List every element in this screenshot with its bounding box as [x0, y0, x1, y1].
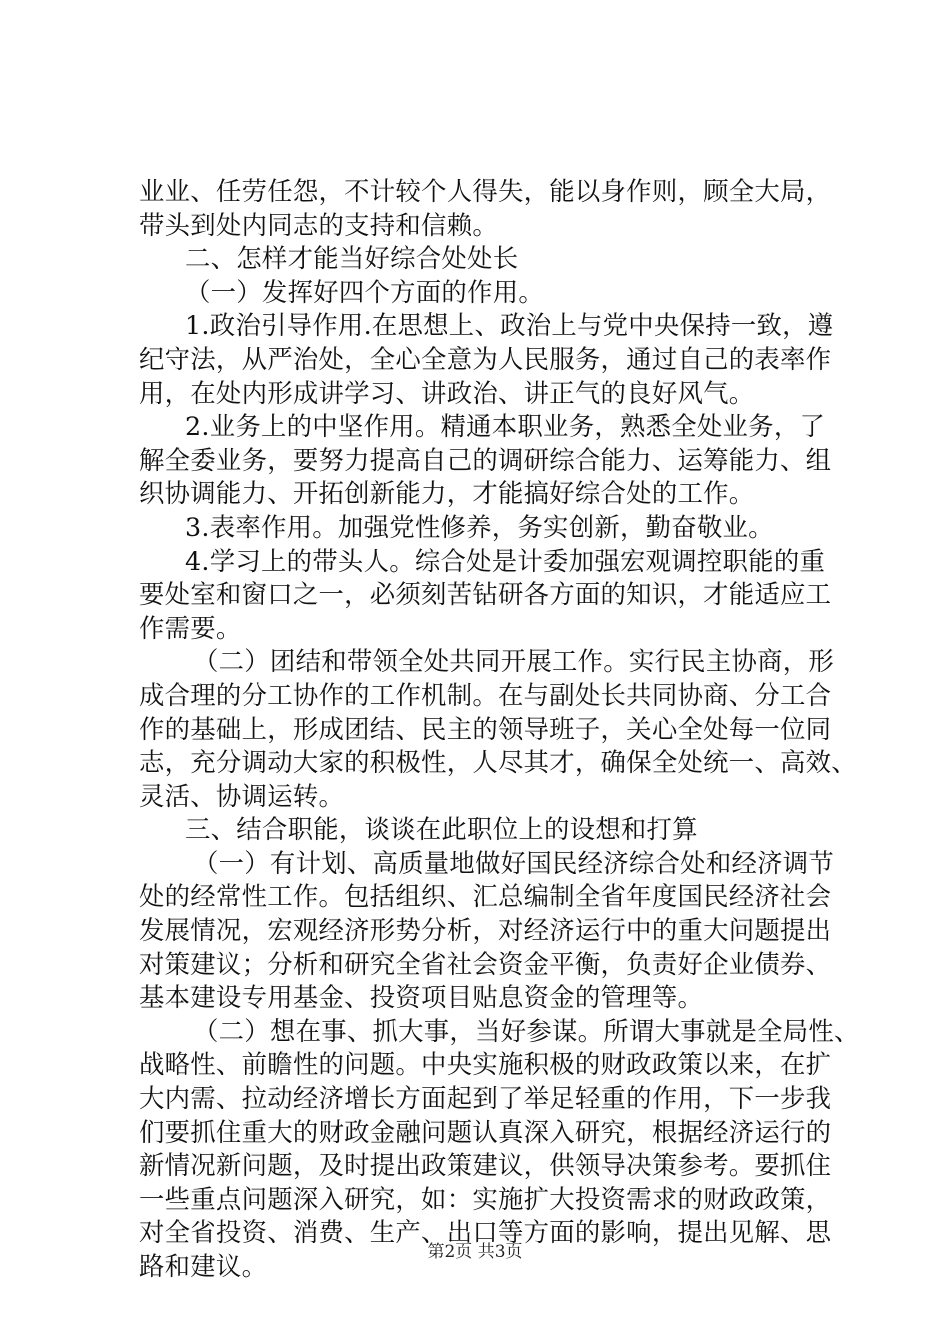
text-line: （一）有计划、高质量地做好国民经济综合处和经济调节 — [193, 847, 835, 878]
text-line: 带头到处内同志的支持和信赖。 — [139, 209, 498, 240]
text-line: 1.政治引导作用.在思想上、政治上与党中央保持一致，遵 — [185, 310, 834, 341]
text-line: 们要抓住重大的财政金融问题认真深入研究，根据经济运行的 — [139, 1116, 832, 1147]
text-line: 要处室和窗口之一，必须刻苦钻研各方面的知识，才能适应工 — [139, 579, 832, 610]
text-line: 4.学习上的带头人。综合处是计委加强宏观调控职能的重 — [185, 545, 826, 576]
text-line: 灵活、协调运转。 — [139, 780, 345, 811]
text-line: （二）团结和带领全处共同开展工作。实行民主协商，形 — [193, 646, 835, 677]
text-line: 业业、任劳任怨，不计较个人得失，能以身作则，顾全大局， — [139, 176, 832, 206]
text-line: 一些重点问题深入研究，如：实施扩大投资需求的财政政策， — [139, 1183, 832, 1214]
text-line: 大内需、拉动经济增长方面起到了举足轻重的作用，下一步我 — [139, 1083, 832, 1114]
text-line: 解全委业务，要努力提高自己的调研综合能力、运筹能力、组 — [139, 444, 832, 475]
text-line: 基本建设专用基金、投资项目贴息资金的管理等。 — [139, 982, 704, 1013]
subsection-heading: （一）发挥好四个方面的作用。 — [185, 276, 544, 307]
text-line: 新情况新问题，及时提出政策建议，供领导决策参考。要抓住 — [139, 1150, 832, 1181]
text-line: 作需要。 — [139, 612, 242, 643]
section-heading: 二、怎样才能当好综合处处长 — [185, 243, 519, 274]
text-line: 纪守法，从严治处，全心全意为人民服务，通过自己的表率作 — [139, 343, 832, 374]
text-line: 3.表率作用。加强党性修养，务实创新，勤奋敬业。 — [185, 511, 774, 542]
text-line: 2.业务上的中坚作用。精通本职业务，熟悉全处业务，了 — [185, 411, 826, 442]
text-line: 用，在处内形成讲学习、讲政治、讲正气的良好风气。 — [139, 377, 755, 408]
text-line: 战略性、前瞻性的问题。中央实施积极的财政政策以来，在扩 — [139, 1049, 832, 1080]
text-line: 志，充分调动大家的积极性，人尽其才，确保全处统一、高效、 — [139, 747, 857, 778]
text-line: 处的经常性工作。包括组织、汇总编制全省年度国民经济社会 — [139, 881, 832, 912]
text-line: 成合理的分工协作的工作机制。在与副处长共同协商、分工合 — [139, 679, 832, 710]
text-line: 对全省投资、消费、生产、出口等方面的影响，提出见解、思 — [139, 1217, 832, 1248]
text-line: 织协调能力、开拓创新能力，才能搞好综合处的工作。 — [139, 478, 755, 509]
text-line: 对策建议；分析和研究全省社会资金平衡，负责好企业债券、 — [139, 948, 832, 979]
text-line: 路和建议。 — [139, 1251, 268, 1281]
text-line: （二）想在事、抓大事，当好参谋。所谓大事就是全局性、 — [193, 1015, 860, 1046]
page-number-footer: 第2页 共3页 — [427, 1242, 523, 1262]
text-line: 作的基础上，形成团结、民主的领导班子，关心全处每一位同 — [139, 713, 832, 744]
document-body — [139, 175, 860, 1284]
section-heading: 三、结合职能，谈谈在此职位上的设想和打算 — [185, 814, 698, 845]
text-line: 发展情况，宏观经济形势分析，对经济运行中的重大问题提出 — [139, 915, 832, 946]
